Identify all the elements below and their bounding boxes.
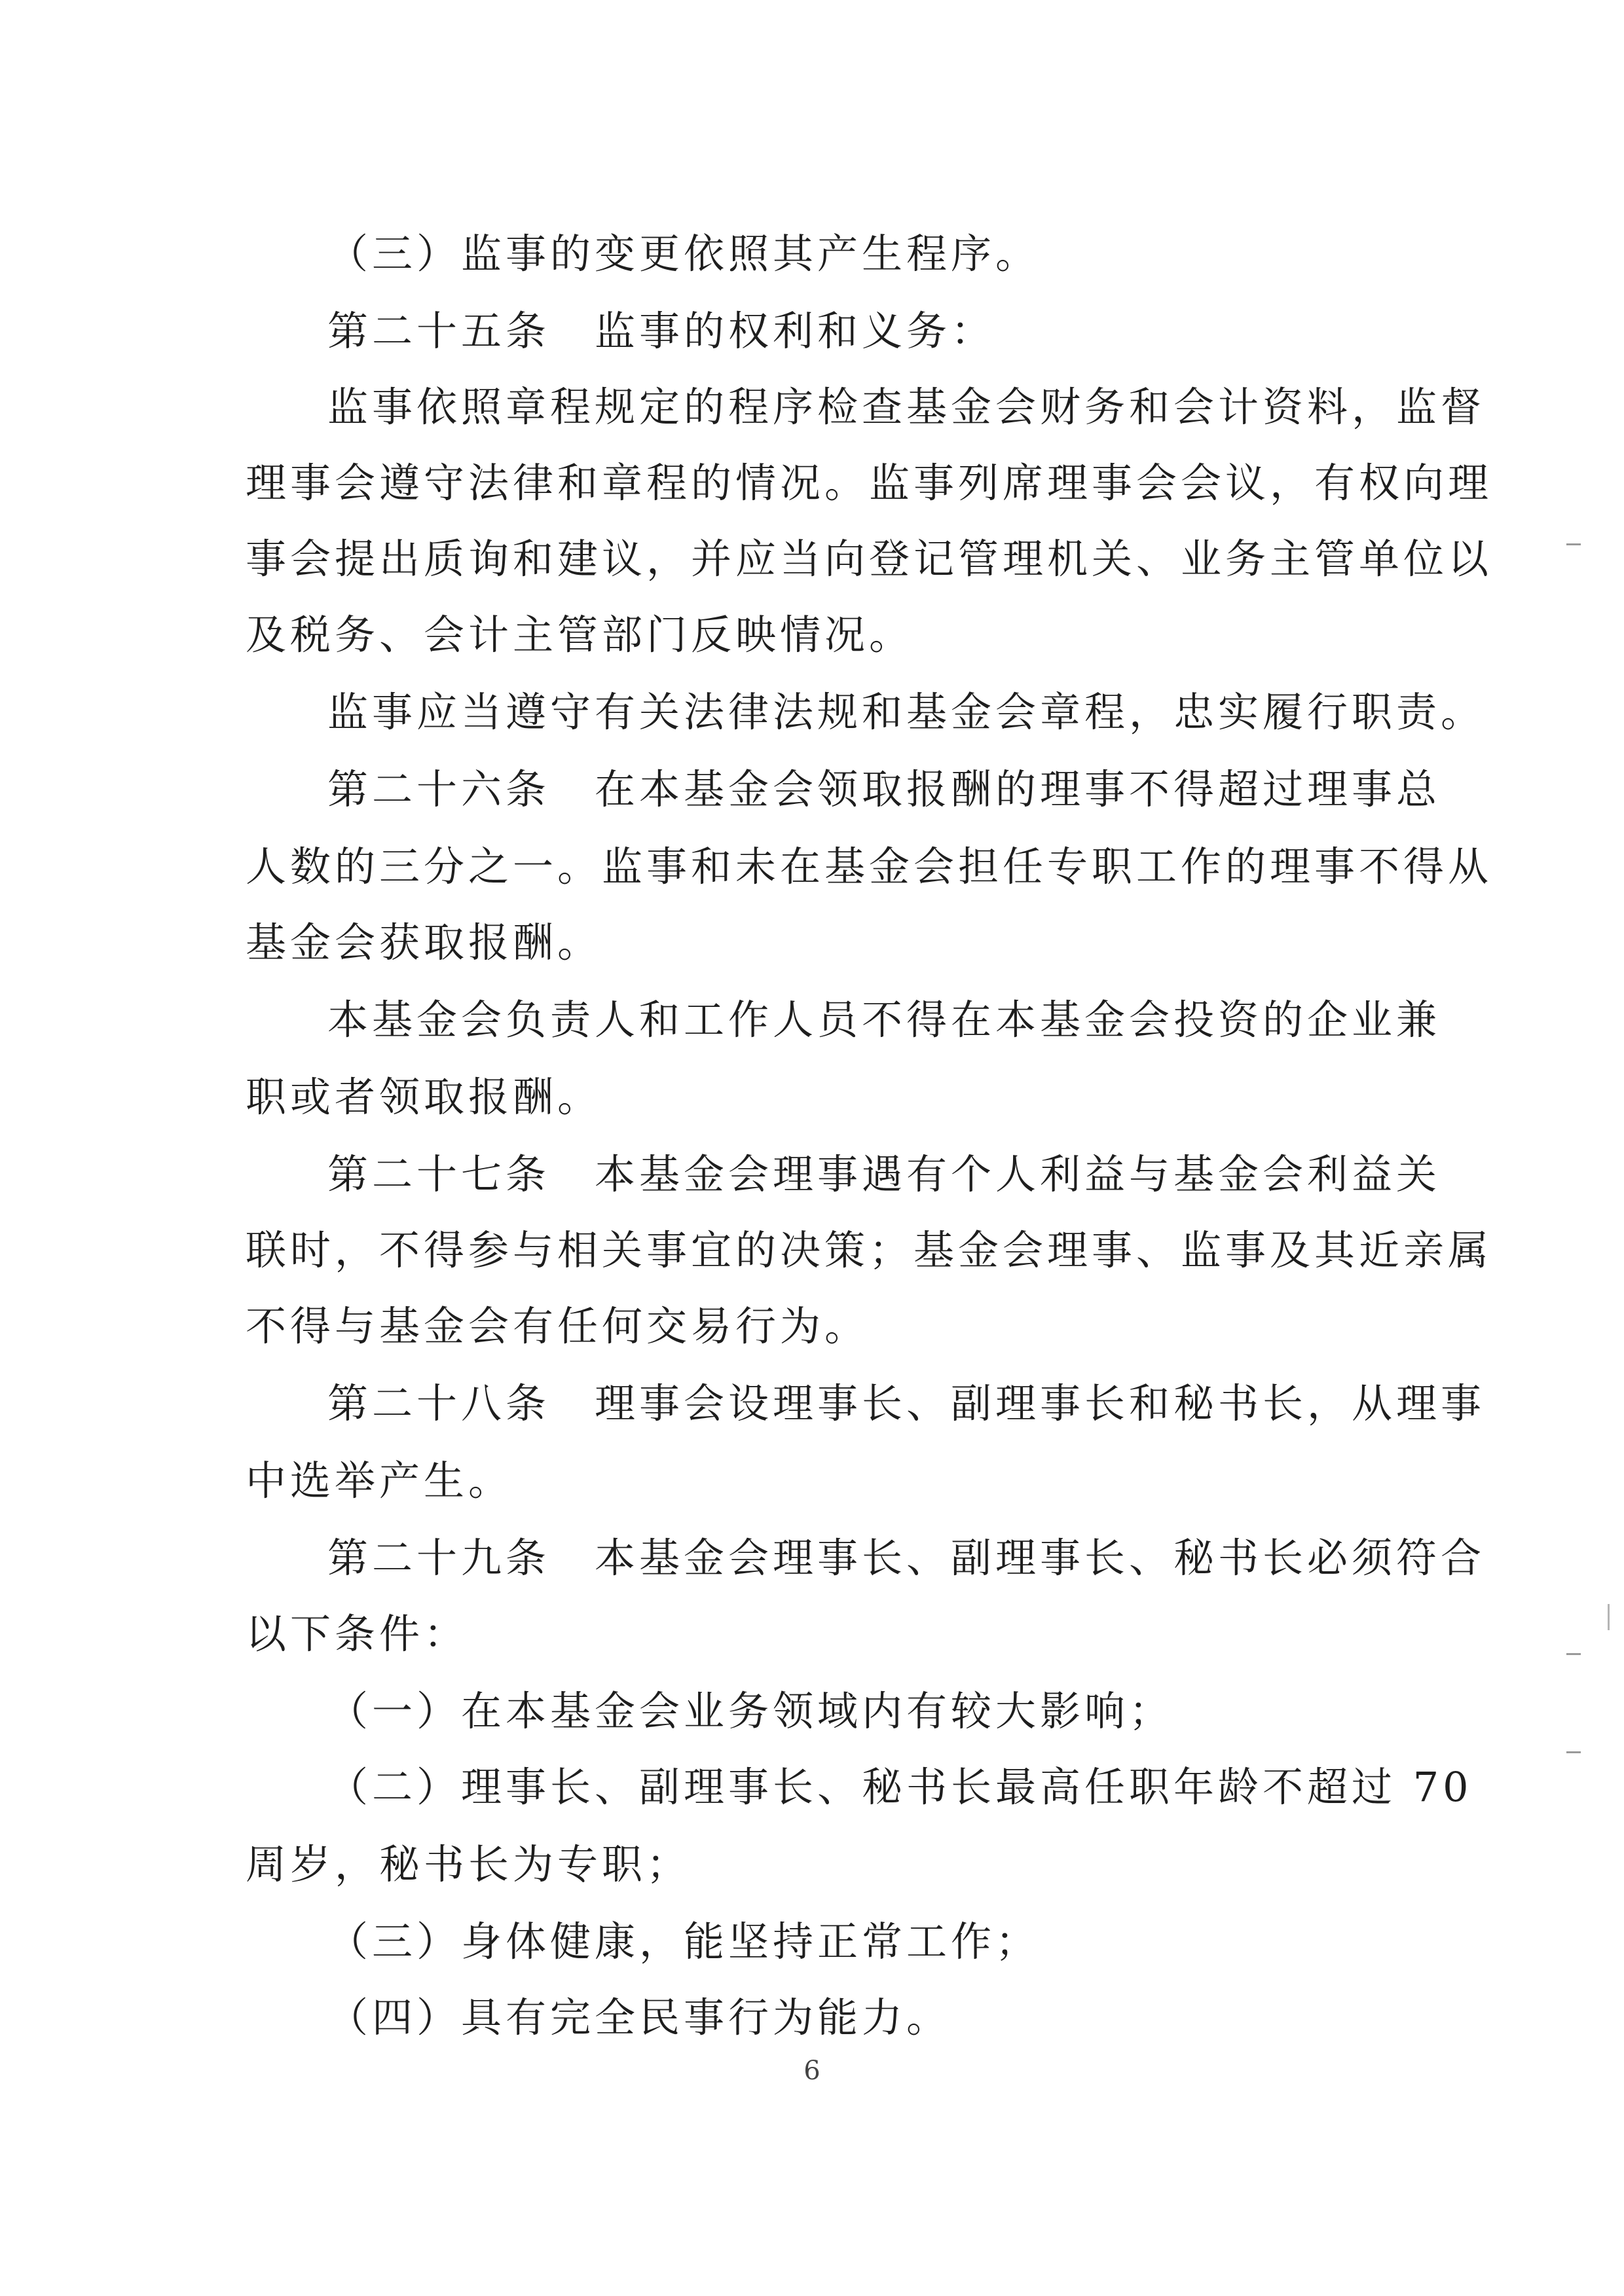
scan-mark [1608, 1604, 1610, 1630]
text-line: 及税务、会计主管部门反映情况。 [246, 611, 914, 659]
list-item: （一）在本基金会业务领域内有较大影响； [327, 1687, 1174, 1735]
text-line: 理事会遵守法律和章程的情况。监事列席理事会会议，有权向理 [246, 459, 1493, 507]
text-line: 事会提出质询和建议，并应当向登记管理机关、业务主管单位以 [246, 535, 1493, 583]
list-item: （四）具有完全民事行为能力。 [327, 1994, 951, 2041]
scan-mark [1566, 1653, 1581, 1655]
scan-mark [1566, 543, 1581, 545]
list-item: （二）理事长、副理事长、秘书长最高任职年龄不超过 70 [327, 1763, 1473, 1811]
text-line: 人数的三分之一。监事和未在基金会担任专职工作的理事不得从 [246, 843, 1493, 890]
article-28-heading: 第二十八条 理事会设理事长、副理事长和秘书长，从理事 [327, 1379, 1486, 1427]
page-number: 6 [803, 2056, 821, 2086]
text-line: 周岁，秘书长为专职； [246, 1840, 692, 1888]
text-line: 监事应当遵守有关法律法规和基金会章程，忠实履行职责。 [327, 688, 1486, 736]
text-line: 监事依照章程规定的程序检查基金会财务和会计资料，监督 [327, 383, 1486, 431]
scan-mark [1566, 1751, 1581, 1753]
text-line: 不得与基金会有任何交易行为。 [246, 1302, 870, 1350]
article-26-heading: 第二十六条 在本基金会领取报酬的理事不得超过理事总 [327, 765, 1441, 813]
text-line: 联时，不得参与相关事宜的决策；基金会理事、监事及其近亲属 [246, 1226, 1493, 1274]
text-line: 本基金会负责人和工作人员不得在本基金会投资的企业兼 [327, 996, 1441, 1044]
text-line: 基金会获取报酬。 [246, 919, 602, 966]
article-25-heading: 第二十五条 监事的权利和义务： [327, 307, 996, 355]
text-line: 职或者领取报酬。 [246, 1073, 602, 1121]
text-line: （三）监事的变更依照其产生程序。 [327, 230, 1041, 278]
text-line: 中选举产生。 [246, 1457, 513, 1504]
article-27-heading: 第二十七条 本基金会理事遇有个人利益与基金会利益关 [327, 1150, 1441, 1198]
article-29-heading: 第二十九条 本基金会理事长、副理事长、秘书长必须符合 [327, 1534, 1486, 1582]
list-item: （三）身体健康，能坚持正常工作； [327, 1918, 1041, 1965]
text-line: 以下条件： [246, 1610, 469, 1658]
